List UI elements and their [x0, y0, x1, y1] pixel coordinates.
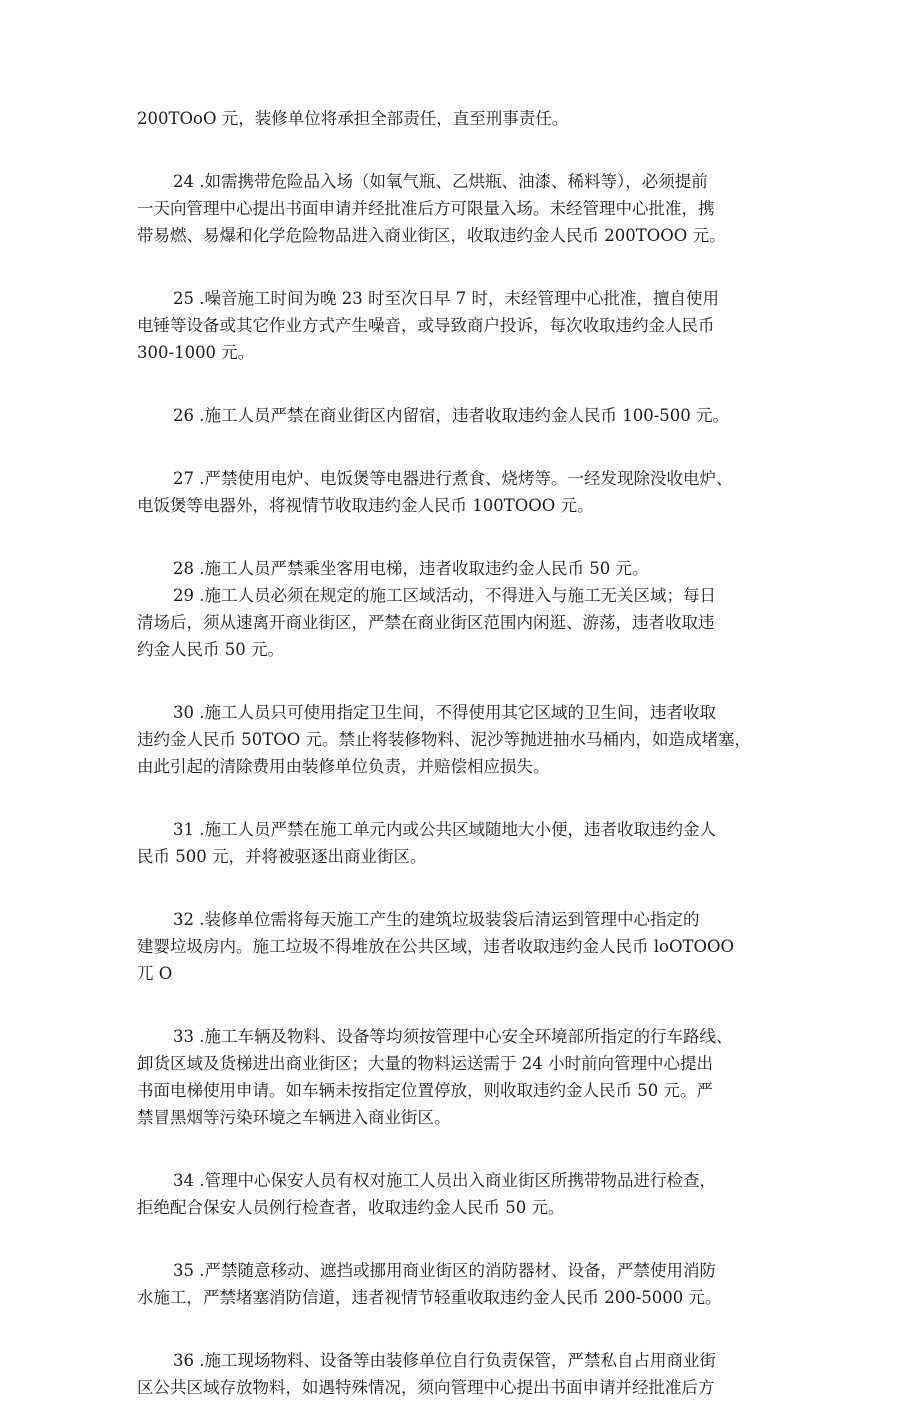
text-line: 由此引起的清除费用由装修单位负责，并赔偿相应损失。 — [137, 757, 550, 776]
text-line: 带易燃、易爆和化学危险物品进入商业街区，收取违约金人民币 200TOOO 元。 — [137, 226, 726, 245]
text-line: 拒绝配合保安人员例行检查者，收取违约金人民币 50 元。 — [137, 1198, 565, 1217]
text-line: 一天向管理中心提出书面申请并经批准后方可限量入场。未经管理中心批准，携 — [137, 199, 715, 218]
text-line: 约金人民币 50 元。 — [137, 640, 284, 659]
text-line: 34 .管理中心保安人员有权对施工人员出入商业街区所携带物品进行检查， — [173, 1171, 716, 1190]
paragraph-23-end — [137, 105, 797, 132]
text-line: 违约金人民币 50TOO 元。禁止将装修物料、泥沙等抛进抽水马桶内，如造成堵塞， — [137, 730, 752, 749]
paragraph-34 — [137, 1167, 797, 1221]
text-line: 29 .施工人员必须在规定的施工区域活动，不得进入与施工无关区域；每日 — [173, 586, 716, 605]
text-line: 33 .施工车辆及物料、设备等均须按管理中心安全环境部所指定的行车路线、 — [173, 1027, 733, 1046]
paragraph-35 — [137, 1257, 797, 1311]
paragraph-27 — [137, 465, 797, 519]
text-line: 民币 500 元，并将被驱逐出商业街区。 — [137, 847, 427, 866]
text-line: 32 .装修单位需将每天施工产生的建筑垃圾装袋后清运到管理中心指定的 — [173, 910, 700, 929]
text-line: 31 .施工人员严禁在施工单元内或公共区域随地大小便，违者收取违约金人 — [173, 820, 716, 839]
paragraph-31 — [137, 816, 797, 870]
paragraph-33 — [137, 1023, 797, 1131]
paragraph-28 — [137, 555, 797, 582]
text-line: 电锤等设备或其它作业方式产生噪音，或导致商户投诉，每次收取违约金人民币 — [137, 316, 715, 335]
text-line: 电饭煲等电器外，将视情节收取违约金人民币 100TOOO 元。 — [137, 496, 594, 515]
text-line: 36 .施工现场物料、设备等由装修单位自行负责保管，严禁私自占用商业街 — [173, 1351, 716, 1370]
text-line: 200TOoO 元，装修单位将承担全部责任，直至刑事责任。 — [137, 109, 569, 128]
paragraph-30 — [137, 699, 797, 780]
text-line: 25 .噪音施工时间为晚 23 时至次日早 7 时，未经管理中心批准，擅自使用 — [173, 289, 719, 308]
paragraph-24 — [137, 168, 797, 249]
text-line: 清场后，须从速离开商业街区，严禁在商业街区范围内闲逛、游荡，违者收取违 — [137, 613, 715, 632]
text-line: 30 .施工人员只可使用指定卫生间，不得使用其它区域的卫生间，违者收取 — [173, 703, 716, 722]
text-line: 28 .施工人员严禁乘坐客用电梯，违者收取违约金人民币 50 元。 — [173, 559, 649, 578]
text-line: 27 .严禁使用电炉、电饭煲等电器进行煮食、烧烤等。一经发现除没收电炉、 — [173, 469, 733, 488]
document-page — [137, 105, 797, 1401]
text-line: 建婴垃圾房内。施工垃圾不得堆放在公共区域，违者收取违约金人民币 loOTOOO — [137, 937, 735, 956]
text-line: 书面电梯使用申请。如车辆未按指定位置停放，则收取违约金人民币 50 元。严 — [137, 1081, 713, 1100]
paragraph-29 — [137, 582, 797, 663]
text-line: 26 .施工人员严禁在商业街区内留宿，违者收取违约金人民币 100-500 元。 — [173, 406, 730, 425]
paragraph-26 — [137, 402, 797, 429]
text-line: 300-1000 元。 — [137, 343, 255, 362]
text-line: 禁冒黑烟等污染环境之车辆进入商业街区。 — [137, 1108, 451, 1127]
text-line: 24 .如需携带危险品入场（如氧气瓶、乙烘瓶、油漆、稀料等），必须提前 — [173, 172, 708, 191]
text-line: 区公共区域存放物料，如遇特殊情况，须向管理中心提出书面申请并经批准后方 — [137, 1378, 715, 1397]
paragraph-32 — [137, 906, 797, 987]
text-line: 兀 O — [137, 964, 173, 983]
text-line: 卸货区域及货梯进出商业街区；大量的物料运送需于 24 小时前向管理中心提出 — [137, 1054, 713, 1073]
text-line: 水施工，严禁堵塞消防信道，违者视情节轻重收取违约金人民币 200-5000 元。 — [137, 1288, 722, 1307]
paragraph-25 — [137, 285, 797, 366]
paragraph-36 — [137, 1347, 797, 1401]
text-line: 35 .严禁随意移动、遮挡或挪用商业街区的消防器材、设备，严禁使用消防 — [173, 1261, 716, 1280]
